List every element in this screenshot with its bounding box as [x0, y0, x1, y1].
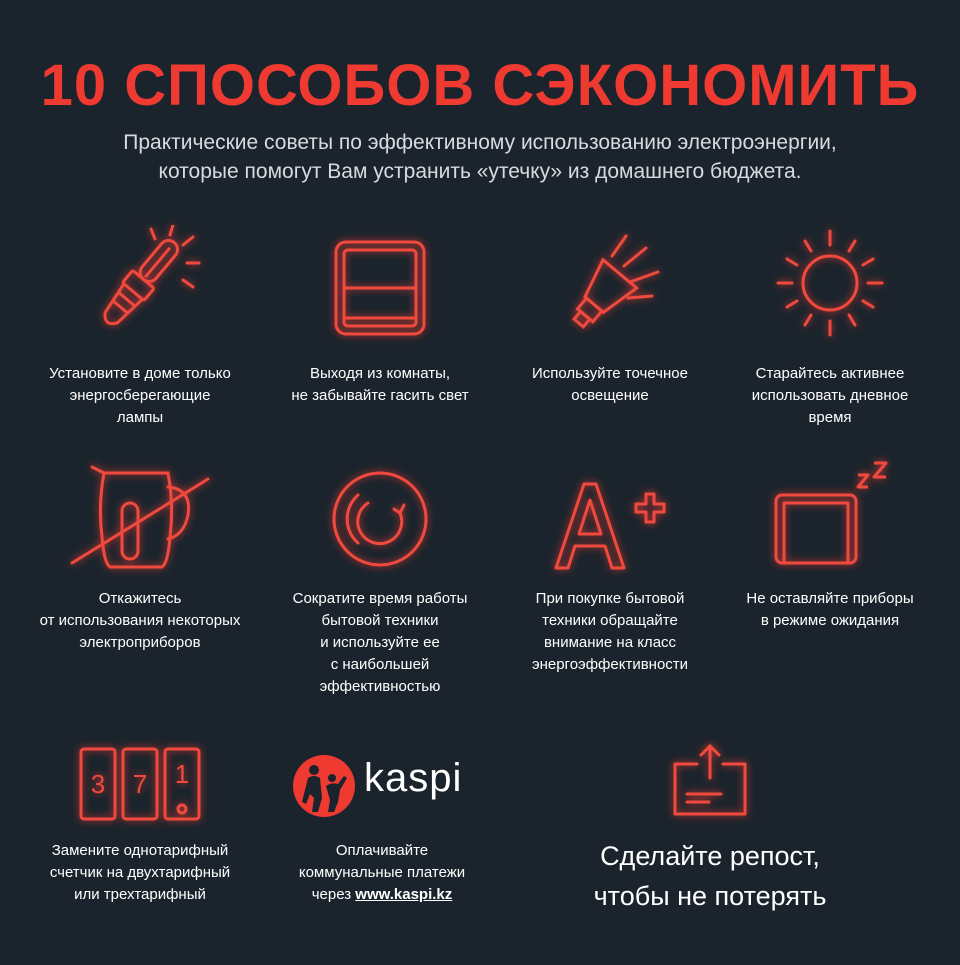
tip-text: электроприборов: [79, 634, 201, 651]
meter-digit: 1: [174, 759, 190, 789]
tip-text: При покупке бытовой: [535, 590, 685, 607]
kaspi-link[interactable]: www.kaspi.kz: [355, 886, 453, 903]
repost-call-to-action: [560, 836, 860, 916]
kaspi-logo-icon: [292, 754, 356, 818]
kaspi-caption: [262, 840, 502, 906]
standby-tv-icon: [770, 459, 890, 569]
meter-icon: [77, 745, 203, 823]
tip-text: счетчик на двухтарифный: [49, 864, 231, 881]
tip-text: энергосберегающие: [69, 387, 211, 404]
tip-text: с наибольшей: [330, 656, 430, 673]
tip-text: и используйте ее: [320, 634, 440, 651]
tip-text: внимание на класс: [543, 634, 677, 651]
share-icon[interactable]: [669, 742, 751, 818]
tip-text: Используйте точечное: [532, 365, 688, 382]
repost-text: чтобы не потерять: [593, 881, 827, 911]
kaspi-text: Оплачивайте: [335, 842, 429, 859]
tip-text: использовать дневное: [751, 387, 909, 404]
tip-text: Откажитесь: [98, 590, 182, 607]
tip-text: Замените однотарифный: [51, 842, 229, 859]
sun-icon: [775, 225, 885, 340]
tip-text: бытовой техники: [321, 612, 439, 629]
meter-digit: 7: [132, 769, 148, 799]
repost-text: Сделайте репост,: [600, 841, 820, 871]
tip-text: Старайтесь активнее: [755, 365, 905, 382]
kaspi-text: коммунальные платежи: [298, 864, 466, 881]
page-title: 10 СПОСОБОВ СЭКОНОМИТЬ: [40, 53, 920, 118]
tip-text: энергоэффективности: [531, 656, 689, 673]
tip-text: или трехтарифный: [74, 886, 206, 903]
tip-text: Сократите время работы: [292, 590, 468, 607]
power-timer-icon: [328, 467, 432, 571]
energy-saving-bulb-icon: [75, 225, 205, 350]
tip-text: лампы: [116, 409, 164, 426]
kaspi-brand-name: kaspi: [364, 756, 463, 800]
kaspi-logo[interactable]: [292, 752, 472, 822]
page-subtitle: [0, 128, 960, 186]
tip-text: время: [808, 409, 852, 426]
tip-text: Установите в доме только: [49, 365, 231, 382]
tip-text: Выходя из комнаты,: [309, 365, 451, 382]
energy-class-a-plus-icon: [550, 480, 670, 572]
kettle-crossed-icon: [70, 465, 210, 575]
tip-text: освещение: [571, 387, 649, 404]
tip-text: от использования некоторых: [39, 612, 241, 629]
tip-text: эффективностью: [319, 678, 441, 695]
tip-text: в режиме ожидания: [760, 612, 900, 629]
spotlight-icon: [550, 230, 670, 345]
tip-text: техники обращайте: [542, 612, 678, 629]
light-switch-icon: [332, 238, 428, 338]
subtitle-line: Практические советы по эффективному использованию электроэнергии,: [123, 131, 837, 154]
meter-digit: 3: [90, 769, 106, 799]
tip-text: Не оставляйте приборы: [746, 590, 914, 607]
subtitle-line: которые помогут Вам устранить «утечку» из домашнего бюджета.: [158, 160, 802, 183]
tip-text: не забывайте гасить свет: [291, 387, 469, 404]
kaspi-text: через: [311, 886, 356, 903]
